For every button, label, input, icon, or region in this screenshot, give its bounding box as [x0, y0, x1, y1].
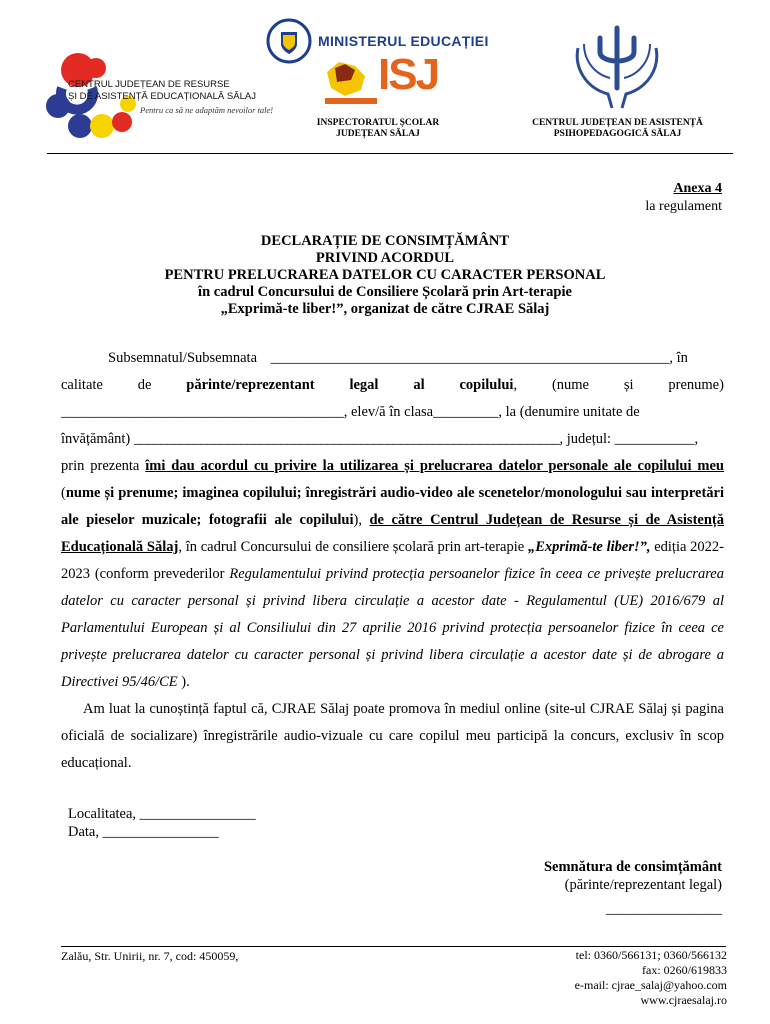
signature-blank: ________________ [606, 901, 722, 917]
child-blank: _______________________________________ [61, 404, 344, 420]
title-line5: „Exprimă-te liber!”, organizat de către CJRAE Sălaj [220, 301, 550, 317]
invatamant-label: învățământ) [61, 431, 131, 447]
title-line3: PENTRU PRELUCRAREA DATELOR CU CARACTER PERSONAL [164, 267, 606, 283]
document-title [0, 233, 770, 318]
header-divider [47, 153, 733, 154]
title-line2: PRIVIND ACORDUL [315, 250, 455, 266]
parinte-word: părinte/reprezentant [186, 377, 315, 393]
si-word: și [623, 377, 634, 393]
comma-word: , [513, 377, 518, 393]
isj-caption-line1: INSPECTORATUL ȘCOLAR [316, 118, 440, 128]
signature-label: Semnătura de consimțământ [543, 859, 722, 875]
name-blank: _______________________________________________________ [270, 350, 670, 366]
de-word: de [137, 377, 152, 393]
institution-name: de către Centrul Județean de Resurse și de Asistență Educațională Sălaj [61, 512, 724, 555]
cjap-caption-line1: CENTRUL JUDEȚEAN DE ASISTENȚĂ [532, 118, 703, 128]
consent-agree: îmi dau acordul cu privire la utilizarea și prelucrarea datelor personale ale copilului meu [145, 458, 724, 474]
psi-hands-logo [570, 18, 664, 112]
footer-tel: tel: 0360/566131; 0360/566132 [575, 948, 727, 962]
ministry-name: MINISTERUL EDUCAȚIEI [318, 33, 489, 49]
ministry-crest-icon [266, 18, 312, 64]
localitatea-field: Localitatea, ________________ [68, 806, 256, 822]
unitate-label: , la (denumire unitate de [498, 404, 640, 420]
class-blank: _________ [433, 404, 499, 420]
footer-address: Zalău, Str. Unirii, nr. 7, cod: 450059, [61, 949, 239, 963]
in-label: , în [669, 350, 688, 366]
form-line-1 [61, 350, 724, 367]
footer-email: e-mail: cjrae_salaj@yahoo.com [574, 978, 727, 992]
subsemnatul-label: Subsemnatul/Subsemnata [108, 350, 258, 366]
isj-logo-text: ISJ [378, 50, 439, 99]
judet-label: , județul: [559, 431, 612, 447]
nume-word: (nume [551, 377, 589, 393]
contest-name: „Exprimă-te liber!”, [527, 539, 651, 555]
cjap-caption [505, 118, 730, 140]
cjrae-logo-line1: CENTRUL JUDEȚEAN DE RESURSE [68, 79, 230, 90]
regulation-text: Regulamentului privind protecția persoanelor fizice în ceea ce privește prelucrarea datelor cu caracter personal și privind libera circulație a acestor date - Regulamentul (UE) 2016/679 al Parlamentului European și al Consiliului din 27 aprilie 2016 privind protecția persoanelor fizice în ceea ce privește prelucrarea datelor cu caracter personal și privind libera circulație a acestor date și de abrogare a Directivei 95/46/CE [61, 566, 724, 690]
contest-text: , în cadrul Concursului de consiliere școlară prin art-terapie [178, 539, 528, 555]
cjrae-logo-text [68, 79, 256, 103]
footer-fax: fax: 0260/619833 [642, 963, 727, 977]
place-date-block [68, 805, 256, 841]
isj-caption [288, 118, 468, 140]
al-word: al [413, 377, 425, 393]
paren-close: ), [353, 512, 370, 528]
legal-word: legal [349, 377, 379, 393]
elev-label: , elev/ă în clasa [343, 404, 434, 420]
consent-intro: prin prezenta [61, 458, 146, 474]
form-line-2 [61, 377, 724, 394]
annex-sub: la regulament [645, 199, 722, 214]
signature-block [544, 858, 722, 918]
data-field: Data, ________________ [68, 824, 219, 840]
paren-end: ). [177, 674, 190, 690]
title-line4: în cadrul Concursului de Consiliere Școlară prin Art-terapie [198, 284, 572, 300]
calitate-word: calitate [61, 377, 103, 393]
signature-role: (părinte/reprezentant legal) [564, 877, 722, 893]
footer-web: www.cjraesalaj.ro [640, 993, 727, 1007]
end-comma: , [694, 431, 699, 447]
cjrae-logo-line2: ȘI DE ASISTENȚĂ EDUCAȚIONALĂ SĂLAJ [68, 91, 256, 102]
online-promotion-paragraph: Am luat la cunoștință faptul că, CJRAE Sălaj poate promova în mediul online (site-ul CJRAE Sălaj și pagina oficială de socializare) înregistrările audio-vizuale cu care copilul meu participă la concurs, exclusiv în scop educațional. [61, 701, 724, 771]
form-line-4 [61, 431, 724, 448]
judet-blank: ___________ [614, 431, 695, 447]
prenume-word: prenume) [668, 377, 724, 393]
consent-paragraph [61, 453, 724, 777]
copilului-word: copilului [459, 377, 514, 393]
school-blank: ________________________________________________________________ [133, 431, 560, 447]
cjap-caption-line2: PSIHOPEDAGOGICĂ SĂLAJ [553, 129, 682, 139]
data-categories: nume și prenume; imaginea copilului; înregistrări audio-video ale scenetelor/monologului sau interpretări ale pieselor muzicale; fotografii ale copilului [61, 485, 724, 528]
footer-divider [61, 946, 726, 947]
annex-label: Anexa 4 [673, 181, 722, 196]
title-line1: DECLARAȚIE DE CONSIMȚĂMÂNT [260, 233, 510, 249]
paren-open: ( [61, 485, 66, 501]
edition-text: ediția 2022-2023 (conform prevederilor [61, 539, 724, 582]
isj-caption-line2: JUDEȚEAN SĂLAJ [336, 129, 420, 139]
form-line-3 [61, 404, 724, 421]
footer-contact [575, 948, 727, 1008]
cjrae-motto: Pentru ca să ne adaptăm nevoilor tale! [140, 105, 274, 115]
